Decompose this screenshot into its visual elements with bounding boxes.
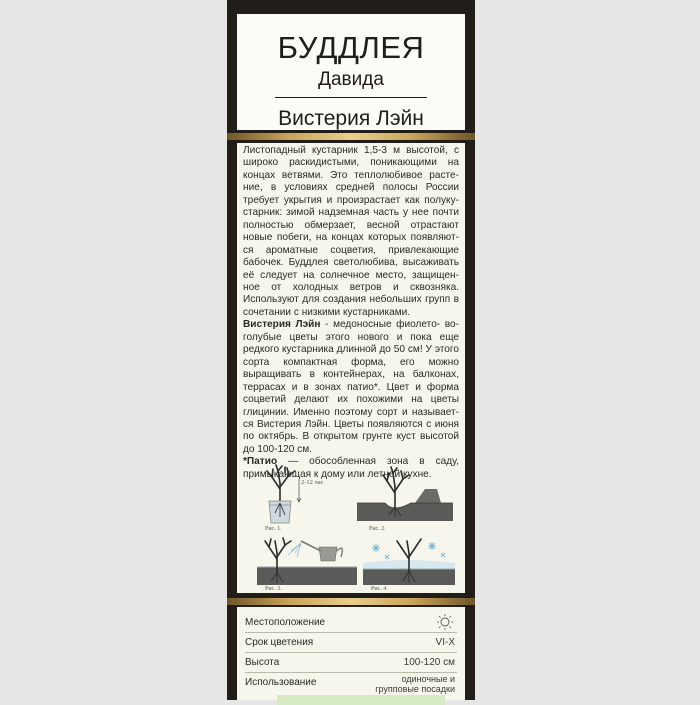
plant-subtitle: Давида	[318, 69, 384, 90]
variety-text: - медоносные фиолето- во-голубые цветы этого нового и пока еще редкого кустарника длинной до 50 см! У этого сорта компактная форма, его можно выращивать в контейнерах, на балконах, террасах и в зонах патио*. Цвет и форма соцветий делают их похожими на цветы глицинии. Именно поэтому сорт и называет- ся Вистерия Лэйн. Цветы появляются с июня по октябрь. В открытом грунте куст высотой до 100-120 см.	[243, 319, 459, 455]
plant-title: БУДДЛЕЯ	[277, 30, 425, 65]
usage-value-line-1: одиночные и	[401, 674, 455, 684]
figure-2	[355, 461, 455, 533]
figure-4-label: Рис. 4.	[371, 586, 388, 592]
seed-packet-card	[227, 0, 475, 700]
location-label: Местоположение	[245, 617, 326, 628]
header-divider	[275, 97, 427, 98]
winter-cover-illustration	[363, 535, 455, 593]
variety-title: Вистерия Лэйн	[278, 107, 424, 130]
height-label: Высота	[245, 657, 280, 668]
footnote-text: — обособленная зона в саду, примыкающая к дому или летней кухне.	[243, 456, 459, 480]
intro-paragraph: Листопадный кустарник 1,5-3 м высотой, с широко раскидистыми, поникающими на концах ветвями. Это теплолюбивое расте- ние, в условиях средней полосы России требует укрытия и произрастает как полуку- старник: зимой надземная часть у нее почти полностью обмерзает, весной отрастают новые побеги, на концах которых появляют- ся ароматные соцветия, привлекающие бабочек. Буддлея светолюбива, высаживать её следует на солнечное место, защищен- ное от холодных ветров и сквозняка. Используют для создания небольших групп в сочетании с низкими кустарниками.	[243, 145, 459, 318]
figure-3	[257, 535, 357, 593]
description-text	[243, 145, 459, 481]
soaking-bucket-illustration	[257, 461, 342, 533]
footnote-term: *Патио	[243, 456, 278, 468]
usage-value	[375, 674, 455, 694]
info-separator	[245, 672, 457, 673]
figure-2-label: Рис. 2.	[369, 526, 386, 532]
gold-stripe-bottom	[227, 598, 475, 605]
usage-value-line-2: групповые посадки	[375, 684, 455, 694]
soak-time-note: 2-12 час	[301, 479, 324, 486]
height-value: 100-120 см	[403, 657, 455, 668]
cut-off-green-note	[277, 695, 445, 705]
packet-header	[237, 14, 465, 130]
figure-1	[257, 461, 342, 533]
variety-name: Вистерия Лэйн	[243, 319, 321, 331]
figure-1-label: Рис. 1.	[265, 526, 282, 532]
sun-icon	[435, 613, 455, 634]
info-separator	[245, 632, 457, 633]
variety-paragraph	[243, 319, 459, 456]
watering-illustration	[257, 535, 357, 593]
figure-3-label: Рис. 3.	[265, 586, 282, 592]
usage-label: Использование	[245, 677, 317, 688]
bloom-value: VI-X	[435, 637, 455, 648]
figure-4	[363, 535, 455, 593]
bloom-label: Срок цветения	[245, 637, 314, 648]
planting-hole-illustration	[355, 461, 455, 533]
gold-stripe-top	[227, 133, 475, 140]
info-panel	[237, 607, 465, 700]
info-separator	[245, 652, 457, 653]
description-panel	[237, 143, 465, 593]
